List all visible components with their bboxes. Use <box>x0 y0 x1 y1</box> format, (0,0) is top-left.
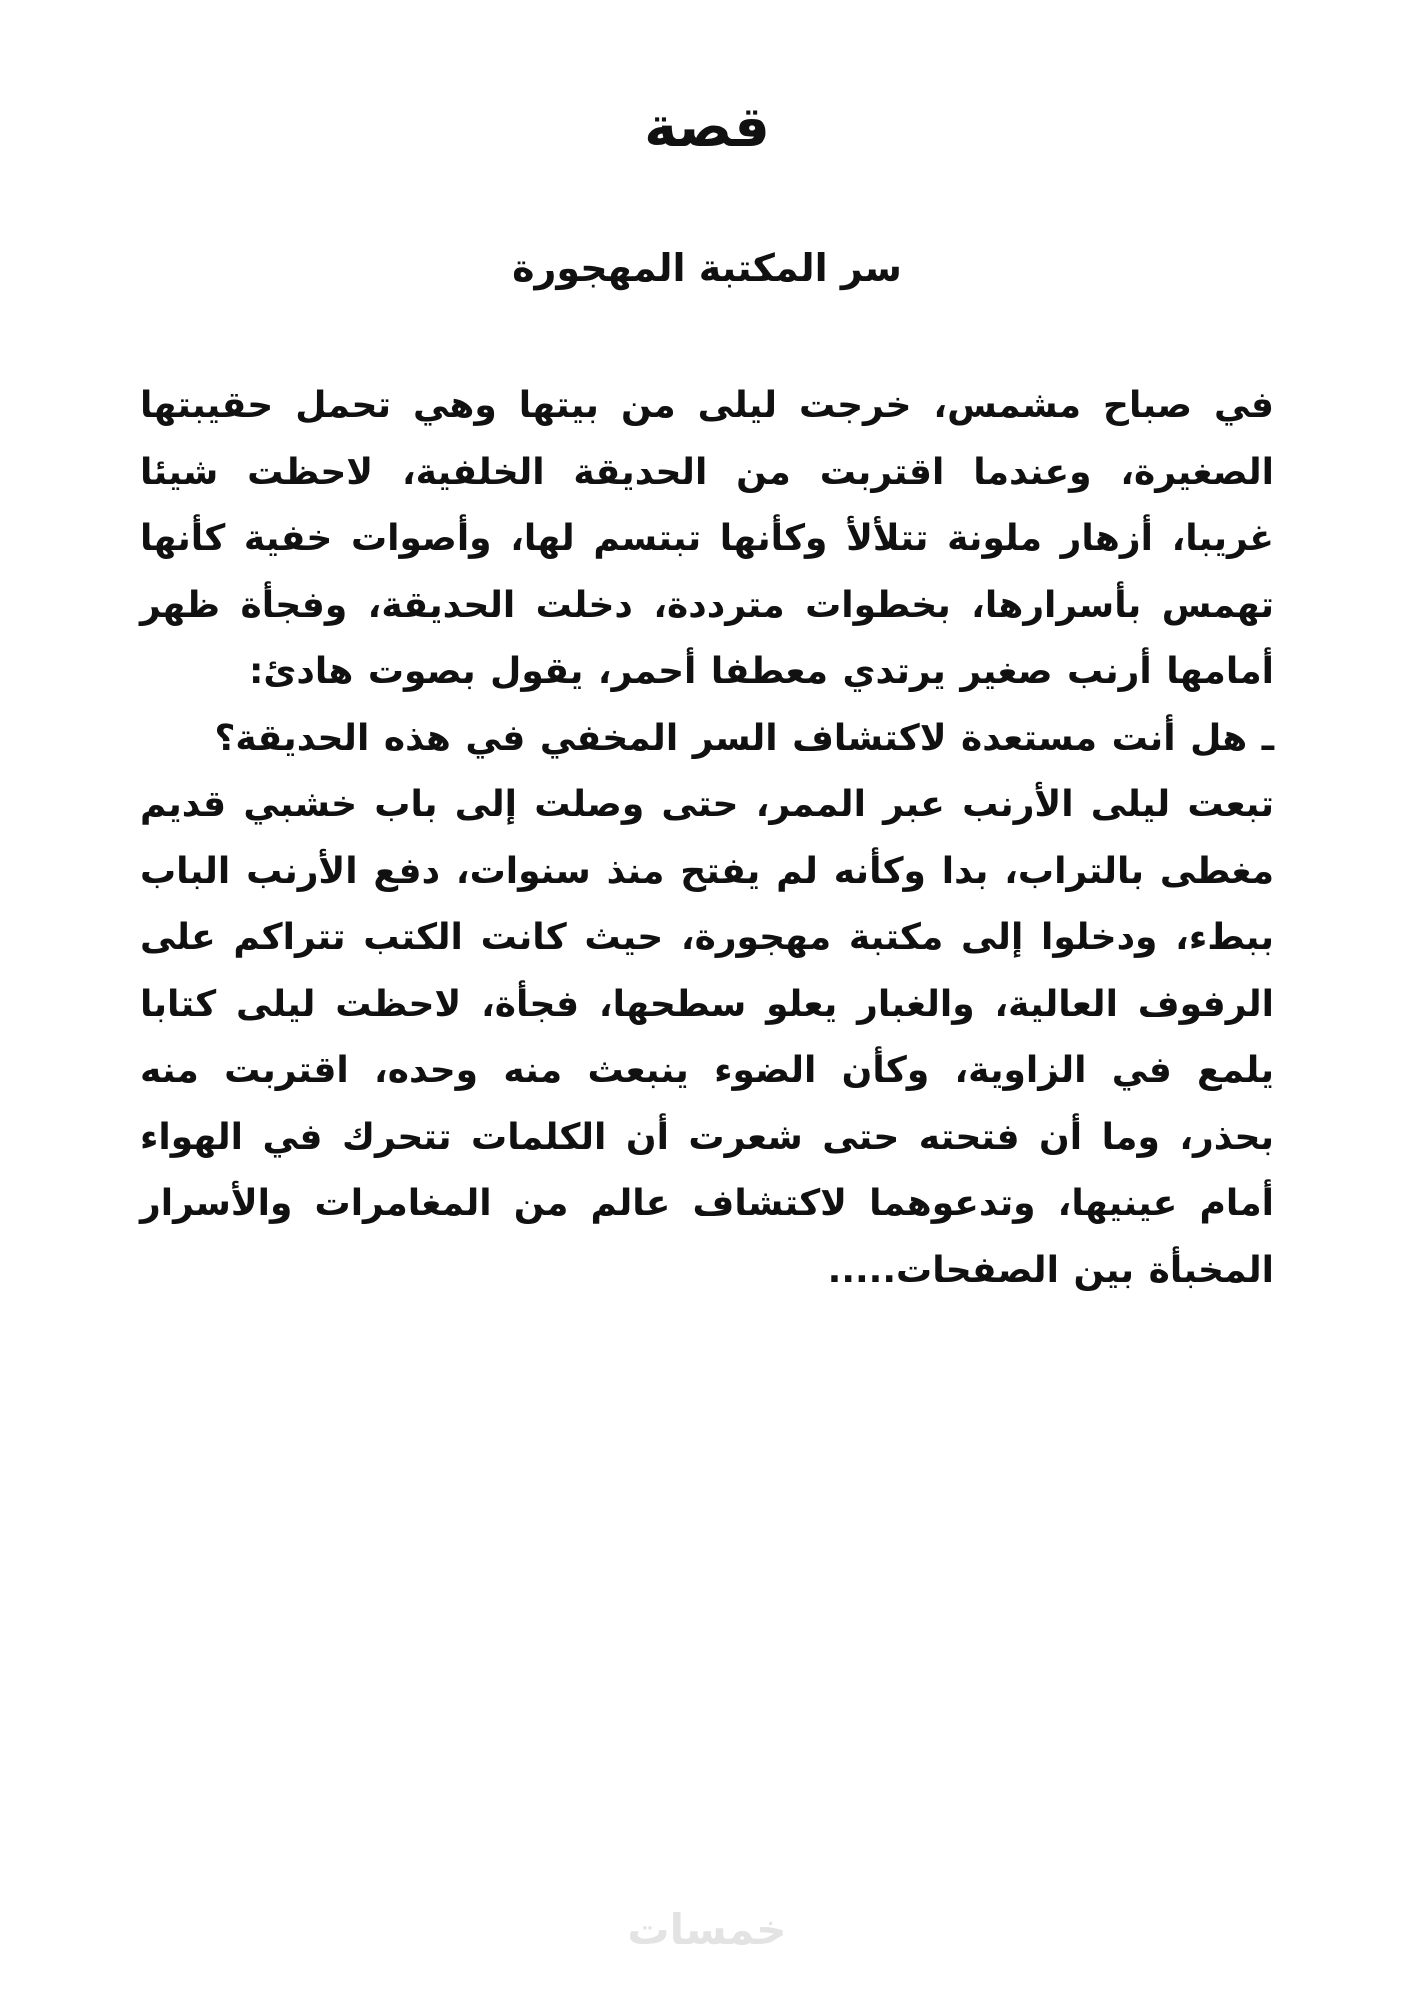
story-body <box>140 373 1274 1304</box>
document-title: قصة <box>644 95 770 160</box>
story-paragraph-2: ـ هل أنت مستعدة لاكتشاف السر المخفي في هذه الحديقة؟ <box>214 717 1274 759</box>
story-paragraph-1: في صباح مشمس، خرجت ليلى من بيتها وهي تحمل حقيبتها الصغيرة، وعندما اقتربت من الحديقة الخلفية، لاحظت شيئا غريبا، أزهار ملونة تتلألأ وكأنها تبتسم لها، وأصوات خفية كأنها تهمس بأسرارها، بخطوات مترددة، دخلت الحديقة، وفجأة ظهر أمامها أرنب صغير يرتدي معطفا أحمر، يقول بصوت هادئ: <box>140 385 1274 692</box>
watermark-logo: خمسات <box>627 1905 787 1954</box>
story-paragraph-3: تبعت ليلى الأرنب عبر الممر، حتى وصلت إلى باب خشبي قديم مغطى بالتراب، بدا وكأنه لم يفتح منذ سنوات، دفع الأرنب الباب ببطء، ودخلوا إلى مكتبة مهجورة، حيث كانت الكتب تتراكم على الرفوف العالية، والغبار يعلو سطحها، فجأة، لاحظت ليلى كتابا يلمع في الزاوية، وكأن الضوء ينبعث منه وحده، اقتربت منه بحذر، وما أن فتحته حتى شعرت أن الكلمات تتحرك في الهواء أمام عينيها، وتدعوهما لاكتشاف عالم من المغامرات والأسرار المخبأة بين الصفحات..... <box>140 784 1274 1291</box>
story-title: سر المكتبة المهجورة <box>512 246 902 290</box>
